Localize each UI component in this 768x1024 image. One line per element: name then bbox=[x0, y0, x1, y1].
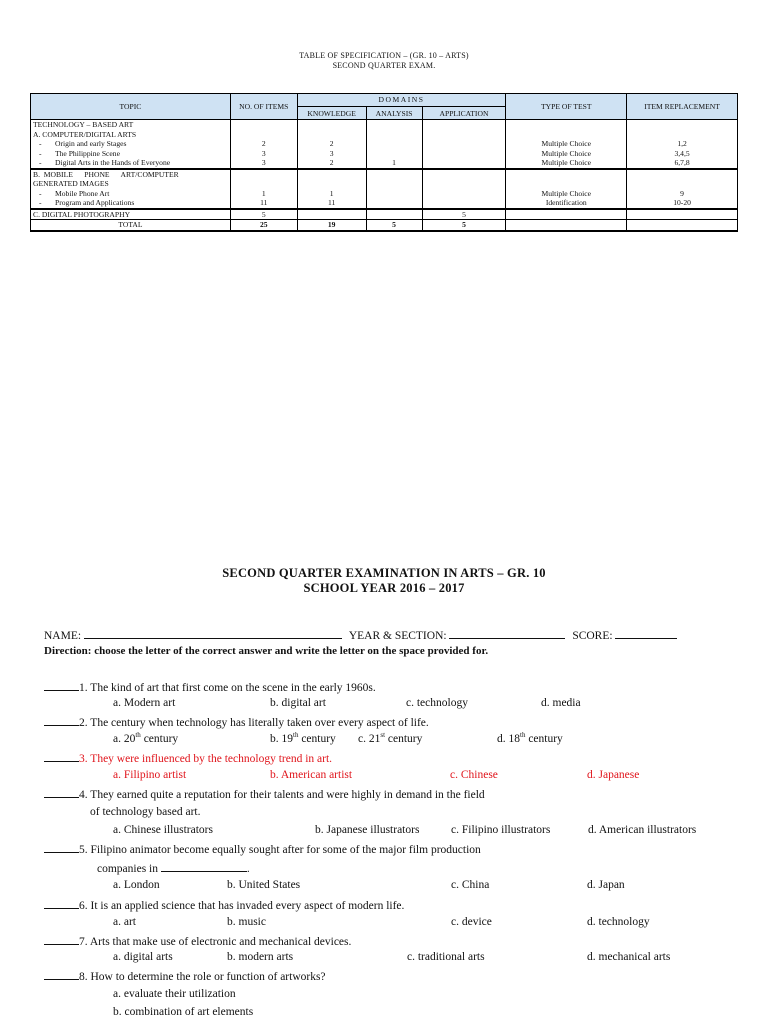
choice-c: c. Chinese bbox=[450, 769, 498, 781]
fill-blank bbox=[161, 860, 247, 872]
topic-item: - Digital Arts in the Hands of Everyone bbox=[33, 158, 228, 168]
total-analysis: 5 bbox=[366, 220, 422, 231]
topic-cell bbox=[31, 169, 231, 209]
question-6: 6. It is an applied science that has invaded every aspect of modern life. bbox=[44, 897, 404, 913]
choice-b: b. 19th century bbox=[270, 731, 336, 745]
application-cell bbox=[422, 169, 506, 209]
total-items: 25 bbox=[230, 220, 297, 231]
question-7: 7. Arts that make use of electronic and mechanical devices. bbox=[44, 933, 351, 949]
choice-d: d. Japanese bbox=[587, 769, 640, 781]
topic-item: - Origin and early Stages bbox=[33, 139, 228, 149]
total-row bbox=[31, 220, 738, 231]
choice-d: d. mechanical arts bbox=[587, 951, 671, 963]
tos-subtitle: SECOND QUARTER EXAM. bbox=[332, 61, 436, 70]
topic-cell bbox=[31, 120, 231, 169]
choice-d: d. 18th century bbox=[497, 731, 563, 745]
choice-c: c. technology bbox=[406, 697, 468, 709]
answer-blank[interactable] bbox=[44, 750, 79, 762]
score-blank[interactable] bbox=[615, 627, 677, 639]
replacement-cell bbox=[627, 209, 738, 220]
choice-d: d. media bbox=[541, 697, 581, 709]
header-item-replacement: ITEM REPLACEMENT bbox=[627, 94, 738, 120]
specification-table bbox=[30, 93, 738, 232]
type-cell bbox=[506, 209, 627, 220]
total-label: TOTAL bbox=[31, 220, 231, 231]
knowledge-cell bbox=[297, 209, 366, 220]
table-row bbox=[31, 169, 738, 209]
header-knowledge: KNOWLEDGE bbox=[297, 107, 366, 120]
section-heading: B. MOBILE PHONE ART/COMPUTER bbox=[33, 169, 179, 179]
topic-item: - Program and Applications bbox=[33, 198, 228, 208]
choice-a: a. digital arts bbox=[113, 951, 173, 963]
choice-b: b. American artist bbox=[270, 769, 353, 781]
knowledge-cell: 1 11 bbox=[297, 169, 366, 209]
question-4: 4. They earned quite a reputation for their talents and were highly in demand in the field bbox=[44, 786, 485, 802]
answer-blank[interactable] bbox=[44, 714, 79, 726]
choice-b: b. Japanese illustrators bbox=[315, 824, 420, 836]
choice-b: b. digital art bbox=[270, 697, 326, 709]
answer-blank[interactable] bbox=[44, 933, 79, 945]
question-1: 1. The kind of art that first come on the scene in the early 1960s. bbox=[44, 679, 376, 695]
choice-a: a. 20th century bbox=[113, 731, 179, 745]
score-label: SCORE: bbox=[572, 630, 613, 642]
choice-c: c. Filipino illustrators bbox=[451, 824, 551, 836]
items-cell: 5 bbox=[230, 209, 297, 220]
question-5: 5. Filipino animator become equally sought after for some of the major film production bbox=[44, 841, 481, 857]
topic-item: - The Philippine Scene bbox=[33, 149, 228, 159]
type-cell: Multiple Choice Multiple Choice Multiple Choice bbox=[506, 120, 627, 169]
answer-blank[interactable] bbox=[44, 786, 79, 798]
replacement-cell: 1,2 3,4,5 6,7,8 bbox=[627, 120, 738, 169]
type-cell: Multiple Choice Identification bbox=[506, 169, 627, 209]
header-domains: DOMAINS bbox=[297, 94, 506, 107]
answer-blank[interactable] bbox=[44, 968, 79, 980]
header-type-test: TYPE OF TEST bbox=[506, 94, 627, 120]
year-section-label: YEAR & SECTION: bbox=[348, 630, 447, 642]
choice-c: c. China bbox=[451, 879, 490, 891]
question-2: 2. The century when technology has literally taken over every aspect of life. bbox=[44, 714, 429, 730]
table-row bbox=[31, 120, 738, 169]
question-8: 8. How to determine the role or function of artworks? bbox=[44, 968, 326, 984]
replacement-cell: 9 10-20 bbox=[627, 169, 738, 209]
application-cell: 5 bbox=[422, 209, 506, 220]
question-3: 3. They were influenced by the technology trend in art. bbox=[44, 750, 332, 766]
analysis-cell bbox=[366, 169, 422, 209]
choice-a: a. Filipino artist bbox=[113, 769, 187, 781]
choice-d: d. Japan bbox=[587, 879, 625, 891]
items-cell: 2 3 3 bbox=[230, 120, 297, 169]
header-analysis: ANALYSIS bbox=[366, 107, 422, 120]
choice-a: a. Chinese illustrators bbox=[113, 824, 213, 836]
header-no-items: NO. OF ITEMS bbox=[230, 94, 297, 120]
section-heading: TECHNOLOGY – BASED ART bbox=[33, 120, 134, 129]
choice-d: d. technology bbox=[587, 916, 650, 928]
direction: Direction: choose the letter of the correct answer and write the letter on the space provided for. bbox=[44, 645, 489, 657]
answer-blank[interactable] bbox=[44, 897, 79, 909]
choice-c: c. traditional arts bbox=[407, 951, 485, 963]
table-row bbox=[31, 209, 738, 220]
analysis-cell: 1 bbox=[366, 120, 422, 169]
choice-a: a. evaluate their utilization bbox=[113, 988, 236, 1000]
header-application: APPLICATION bbox=[422, 107, 506, 120]
choice-c: c. device bbox=[451, 916, 492, 928]
choice-c: c. 21st century bbox=[358, 731, 423, 745]
answer-blank[interactable] bbox=[44, 679, 79, 691]
question-5-continued: companies in . bbox=[97, 860, 250, 876]
section-heading: GENERATED IMAGES bbox=[33, 179, 109, 188]
replacement-cell bbox=[627, 220, 738, 231]
type-cell bbox=[506, 220, 627, 231]
choice-b: b. United States bbox=[227, 879, 301, 891]
choice-a: a. Modern art bbox=[113, 697, 176, 709]
knowledge-cell: 2 3 2 bbox=[297, 120, 366, 169]
topic-cell: C. DIGITAL PHOTOGRAPHY bbox=[31, 209, 231, 220]
name-label: NAME: bbox=[44, 630, 82, 642]
question-4-continued: of technology based art. bbox=[90, 806, 201, 818]
tos-title: TABLE OF SPECIFICATION – (GR. 10 – ARTS) bbox=[299, 51, 469, 60]
name-blank[interactable] bbox=[84, 627, 342, 639]
answer-blank[interactable] bbox=[44, 841, 79, 853]
items-cell: 1 11 bbox=[230, 169, 297, 209]
topic-item: - Mobile Phone Art bbox=[33, 189, 228, 199]
section-subheading: A. COMPUTER/DIGITAL ARTS bbox=[33, 129, 137, 139]
application-cell bbox=[422, 120, 506, 169]
choice-a: a. art bbox=[113, 916, 136, 928]
total-application: 5 bbox=[422, 220, 506, 231]
exam-title: SECOND QUARTER EXAMINATION IN ARTS – GR. 10 bbox=[222, 566, 546, 580]
choice-d: d. American illustrators bbox=[588, 824, 697, 836]
choice-b: b. modern arts bbox=[227, 951, 294, 963]
total-knowledge: 19 bbox=[297, 220, 366, 231]
choice-a: a. London bbox=[113, 879, 160, 891]
choice-b: b. combination of art elements bbox=[113, 1006, 254, 1018]
year-section-blank[interactable] bbox=[449, 627, 565, 639]
exam-school-year: SCHOOL YEAR 2016 – 2017 bbox=[303, 581, 465, 595]
choice-b: b. music bbox=[227, 916, 266, 928]
header-topic: TOPIC bbox=[31, 94, 231, 120]
analysis-cell bbox=[366, 209, 422, 220]
student-info-line bbox=[44, 627, 677, 643]
